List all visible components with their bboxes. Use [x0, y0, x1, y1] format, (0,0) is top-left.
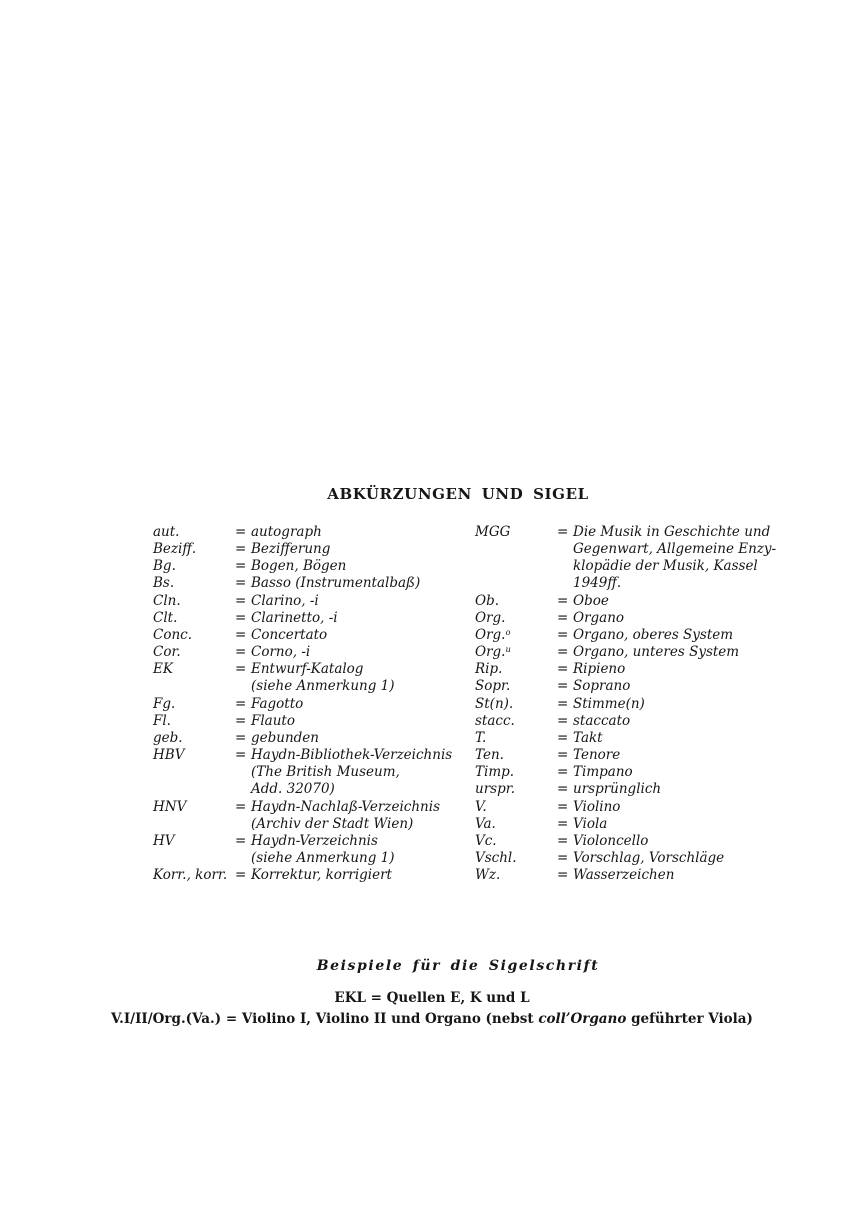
abbr-label-text: St(n). [475, 695, 514, 712]
abbr-definition-line: Ripieno [573, 661, 626, 678]
example-line-2-prefix: V.I/II/Org.(Va.) = Violino I, Violino II und Organo (nebst [111, 1011, 539, 1027]
abbr-definition-line: (siehe Anmerkung 1) [251, 849, 395, 866]
abbr-definition-line: Haydn-Nachlaß-Verzeichnis [251, 798, 440, 815]
abbr-label-text: Ten. [475, 747, 504, 764]
abbr-label [475, 730, 557, 747]
abbr-label-text: HNV [153, 798, 187, 815]
abbr-label-text: stacc. [475, 712, 515, 729]
abbr-entry [475, 627, 769, 644]
abbr-definition [251, 627, 447, 644]
abbr-label-text: urspr. [475, 781, 515, 798]
equals-sign: = [557, 644, 569, 661]
abbr-label [475, 696, 557, 713]
abbr-entry [153, 575, 447, 592]
abbr-label [153, 575, 235, 592]
abbr-definition [573, 730, 769, 747]
abbr-entry [475, 747, 769, 764]
example-line-1: EKL = Quellen E, K und L [334, 990, 530, 1006]
abbr-entry [475, 696, 769, 713]
abbr-definition [251, 593, 447, 610]
abbr-label [153, 644, 235, 661]
abbr-definition [251, 747, 452, 798]
abbr-label-text: Ob. [475, 592, 500, 609]
equals-sign: = [235, 592, 247, 609]
abbr-entry [153, 713, 447, 730]
equals-sign: = [557, 747, 569, 764]
abbr-entry [153, 610, 447, 627]
abbr-definition [573, 816, 769, 833]
abbr-label [153, 541, 235, 558]
abbr-definition [573, 799, 769, 816]
abbr-label [153, 558, 235, 575]
equals-sign: = [235, 524, 247, 540]
equals-sign: = [235, 575, 247, 592]
abbr-definition-line: staccato [573, 712, 631, 729]
abbr-entry [475, 661, 769, 678]
abbr-superscript: o [505, 627, 511, 638]
equals-sign: = [557, 678, 569, 695]
abbr-definition [573, 696, 769, 713]
equals-sign: = [557, 592, 569, 609]
abbr-entry [153, 867, 447, 884]
abbr-definition-line: autograph [251, 524, 322, 540]
abbr-label-text: Fg. [153, 695, 176, 712]
equals-sign: = [557, 849, 569, 866]
abbr-entry [475, 850, 769, 867]
equals-sign: = [557, 695, 569, 712]
abbr-label [153, 610, 235, 627]
abbr-definition-line: Soprano [573, 678, 631, 695]
abbr-definition-line: Timpano [573, 764, 633, 781]
abbr-definition-line: Tenore [573, 747, 621, 764]
abbr-definition-line: Add. 32070) [251, 781, 335, 798]
abbr-label [153, 713, 235, 730]
abbr-definition-line: Bezifferung [251, 541, 331, 558]
abbr-label [153, 696, 235, 713]
abbr-label-text: Va. [475, 815, 496, 832]
abbr-definition [573, 833, 769, 850]
abbr-definition [573, 593, 769, 610]
equals-sign: = [557, 609, 569, 626]
equals-sign: = [235, 867, 247, 884]
abbr-label-text: HV [153, 832, 175, 849]
abbr-entry [153, 524, 447, 541]
equals-sign: = [235, 661, 247, 678]
abbr-label-text: Org. [475, 626, 506, 643]
abbr-entry [153, 661, 447, 695]
abbr-definition [573, 661, 769, 678]
abbr-entry [475, 524, 777, 593]
abbr-label-text: HBV [153, 747, 185, 764]
abbr-label [153, 627, 235, 644]
abbr-entry [475, 593, 769, 610]
abbr-definition [573, 747, 769, 764]
abbr-label-text: T. [475, 729, 487, 746]
abbr-label [475, 799, 557, 816]
page-title: ABKÜRZUNGEN UND SIGEL [327, 485, 589, 503]
abbreviation-list [153, 524, 777, 884]
abbr-definition-line: Clarinetto, -i [251, 609, 338, 626]
abbr-label [475, 524, 557, 593]
abbr-label [475, 850, 557, 867]
abbr-definition [573, 644, 769, 661]
abbr-entry [475, 799, 769, 816]
abbr-entry [153, 696, 447, 713]
abbr-definition-line: Bogen, Bögen [251, 558, 347, 575]
abbr-label [153, 593, 235, 610]
abbr-definition [251, 575, 447, 592]
abbr-label-text: Beziff. [153, 541, 197, 558]
abbr-definition-line: Entwurf-Katalog [251, 661, 364, 678]
abbr-entry [475, 816, 769, 833]
abbr-definition [251, 558, 447, 575]
abbr-entry [153, 747, 453, 798]
abbr-label-text: Korr., korr. [153, 867, 228, 884]
abbr-definition-line: klopädie der Musik, Kassel [573, 558, 758, 575]
abbr-definition-line: Organo [573, 609, 625, 626]
equals-sign: = [235, 747, 247, 764]
abbr-label [153, 730, 235, 747]
abbr-entry [475, 678, 769, 695]
equals-sign: = [557, 832, 569, 849]
abbr-entry [475, 610, 769, 627]
abbr-label-text: Cor. [153, 644, 181, 661]
abbr-label [475, 713, 557, 730]
abbr-entry [475, 764, 769, 781]
abbr-label [153, 524, 235, 541]
abbr-definition-line: 1949ff. [573, 575, 622, 592]
abbr-label [475, 593, 557, 610]
abbr-label-text: MGG [475, 524, 511, 540]
abbr-definition [251, 799, 447, 833]
abbr-label-text: Wz. [475, 867, 501, 884]
abbr-definition [573, 610, 769, 627]
abbr-entry [153, 593, 447, 610]
abbr-entry [475, 730, 769, 747]
abbr-definition-line: gebunden [251, 729, 319, 746]
abbr-entry [475, 644, 769, 661]
abbr-definition-line: Die Musik in Geschichte und [573, 524, 771, 540]
abbr-label-text: Bg. [153, 558, 176, 575]
abbr-label-text: Cln. [153, 592, 181, 609]
abbr-definition-line: Violoncello [573, 832, 649, 849]
abbreviation-column-left [153, 524, 453, 884]
abbr-definition-line: Stimme(n) [573, 695, 645, 712]
abbr-definition-line: Flauto [251, 712, 295, 729]
examples-heading: Beispiele für die Sigelschrift [316, 958, 600, 974]
abbr-definition [251, 524, 447, 541]
abbr-entry [153, 541, 447, 558]
abbr-entry [153, 799, 447, 833]
example-line-2-suffix: geführter Viola) [626, 1011, 753, 1027]
abbr-label-text: Vschl. [475, 849, 517, 866]
abbr-definition-line: ursprünglich [573, 781, 662, 798]
abbr-definition-line: Basso (Instrumentalbaß) [251, 575, 421, 592]
abbr-label [475, 764, 557, 781]
abbr-definition [573, 678, 769, 695]
abbr-label-text: Vc. [475, 832, 497, 849]
abbr-label [475, 867, 557, 884]
abbr-label-text: Timp. [475, 764, 515, 781]
abbr-definition-line: Corno, -i [251, 644, 311, 661]
abbr-entry [475, 713, 769, 730]
abbr-label [475, 781, 557, 798]
abbr-definition [573, 524, 776, 593]
equals-sign: = [235, 729, 247, 746]
abbr-label [153, 747, 235, 798]
abbr-label-text: Fl. [153, 712, 171, 729]
abbr-label-text: V. [475, 798, 487, 815]
abbr-definition-line: (siehe Anmerkung 1) [251, 678, 395, 695]
abbr-label-text: Conc. [153, 626, 193, 643]
abbr-definition-line: Organo, unteres System [573, 644, 740, 661]
abbr-entry [475, 867, 769, 884]
equals-sign: = [557, 524, 569, 540]
abbr-entry [153, 644, 447, 661]
abbr-definition [251, 867, 447, 884]
abbr-entry [153, 730, 447, 747]
equals-sign: = [235, 695, 247, 712]
abbr-definition-line: Oboe [573, 592, 609, 609]
abbr-entry [153, 627, 447, 644]
abbr-definition-line: (Archiv der Stadt Wien) [251, 815, 414, 832]
abbr-label [153, 661, 235, 695]
abbr-label [475, 833, 557, 850]
abbr-definition-line: Korrektur, korrigiert [251, 867, 392, 884]
abbr-definition [251, 696, 447, 713]
abbr-definition [251, 541, 447, 558]
abbr-superscript: u [505, 644, 511, 655]
abbr-definition-line: Clarino, -i [251, 592, 319, 609]
abbr-definition [251, 644, 447, 661]
abbr-label-text: Org. [475, 644, 506, 661]
equals-sign: = [235, 712, 247, 729]
equals-sign: = [235, 644, 247, 661]
abbr-label [475, 644, 557, 661]
abbr-label-text: geb. [153, 729, 183, 746]
abbr-definition-line: Takt [573, 729, 603, 746]
example-line-2-italic: coll’Organo [538, 1011, 627, 1027]
abbr-label-text: EK [153, 661, 173, 678]
abbr-definition [251, 610, 447, 627]
example-line-2 [52, 1009, 812, 1029]
abbr-label [475, 661, 557, 678]
equals-sign: = [235, 832, 247, 849]
abbr-definition [251, 661, 447, 695]
abbr-definition-line: Haydn-Verzeichnis [251, 832, 378, 849]
abbr-definition [573, 713, 769, 730]
abbr-definition-line: Violino [573, 798, 621, 815]
abbr-definition-line: Viola [573, 815, 608, 832]
abbr-entry [153, 558, 447, 575]
abbr-entry [153, 833, 447, 867]
equals-sign: = [235, 626, 247, 643]
abbr-entry [475, 833, 769, 850]
abbr-label-text: Bs. [153, 575, 175, 592]
abbr-label [153, 867, 235, 884]
equals-sign: = [557, 661, 569, 678]
abbr-definition [251, 730, 447, 747]
equals-sign: = [557, 729, 569, 746]
abbr-definition-line: Gegenwart, Allgemeine Enzy- [573, 541, 777, 558]
abbr-definition-line: Wasserzeichen [573, 867, 675, 884]
abbr-label-text: aut. [153, 524, 180, 540]
abbr-definition-line: (The British Museum, [251, 764, 400, 781]
abbr-label-text: Sopr. [475, 678, 511, 695]
equals-sign: = [557, 798, 569, 815]
abbr-label [475, 627, 557, 644]
equals-sign: = [235, 541, 247, 558]
abbr-definition-line: Fagotto [251, 695, 304, 712]
abbr-definition [573, 781, 769, 798]
equals-sign: = [557, 712, 569, 729]
abbr-label [475, 816, 557, 833]
abbr-definition [251, 833, 447, 867]
abbr-definition-line: Haydn-Bibliothek-Verzeichnis [251, 747, 453, 764]
equals-sign: = [557, 781, 569, 798]
equals-sign: = [557, 764, 569, 781]
abbr-definition-line: Organo, oberes System [573, 626, 734, 643]
abbr-label [475, 747, 557, 764]
equals-sign: = [235, 558, 247, 575]
abbr-definition-line: Concertato [251, 626, 328, 643]
equals-sign: = [557, 867, 569, 884]
abbreviation-column-right [475, 524, 777, 884]
abbr-definition [573, 867, 769, 884]
abbr-entry [475, 781, 769, 798]
abbr-label [153, 833, 235, 867]
abbr-definition [573, 627, 769, 644]
abbr-definition [573, 850, 769, 867]
equals-sign: = [557, 626, 569, 643]
abbr-label [475, 678, 557, 695]
equals-sign: = [557, 815, 569, 832]
abbr-definition [573, 764, 769, 781]
abbr-definition [251, 713, 447, 730]
abbr-label [475, 610, 557, 627]
abbr-definition-line: Vorschlag, Vorschläge [573, 849, 725, 866]
abbr-label [153, 799, 235, 833]
equals-sign: = [235, 798, 247, 815]
abbr-label-text: Org. [475, 609, 506, 626]
abbr-label-text: Rip. [475, 661, 503, 678]
equals-sign: = [235, 609, 247, 626]
abbr-label-text: Clt. [153, 609, 178, 626]
